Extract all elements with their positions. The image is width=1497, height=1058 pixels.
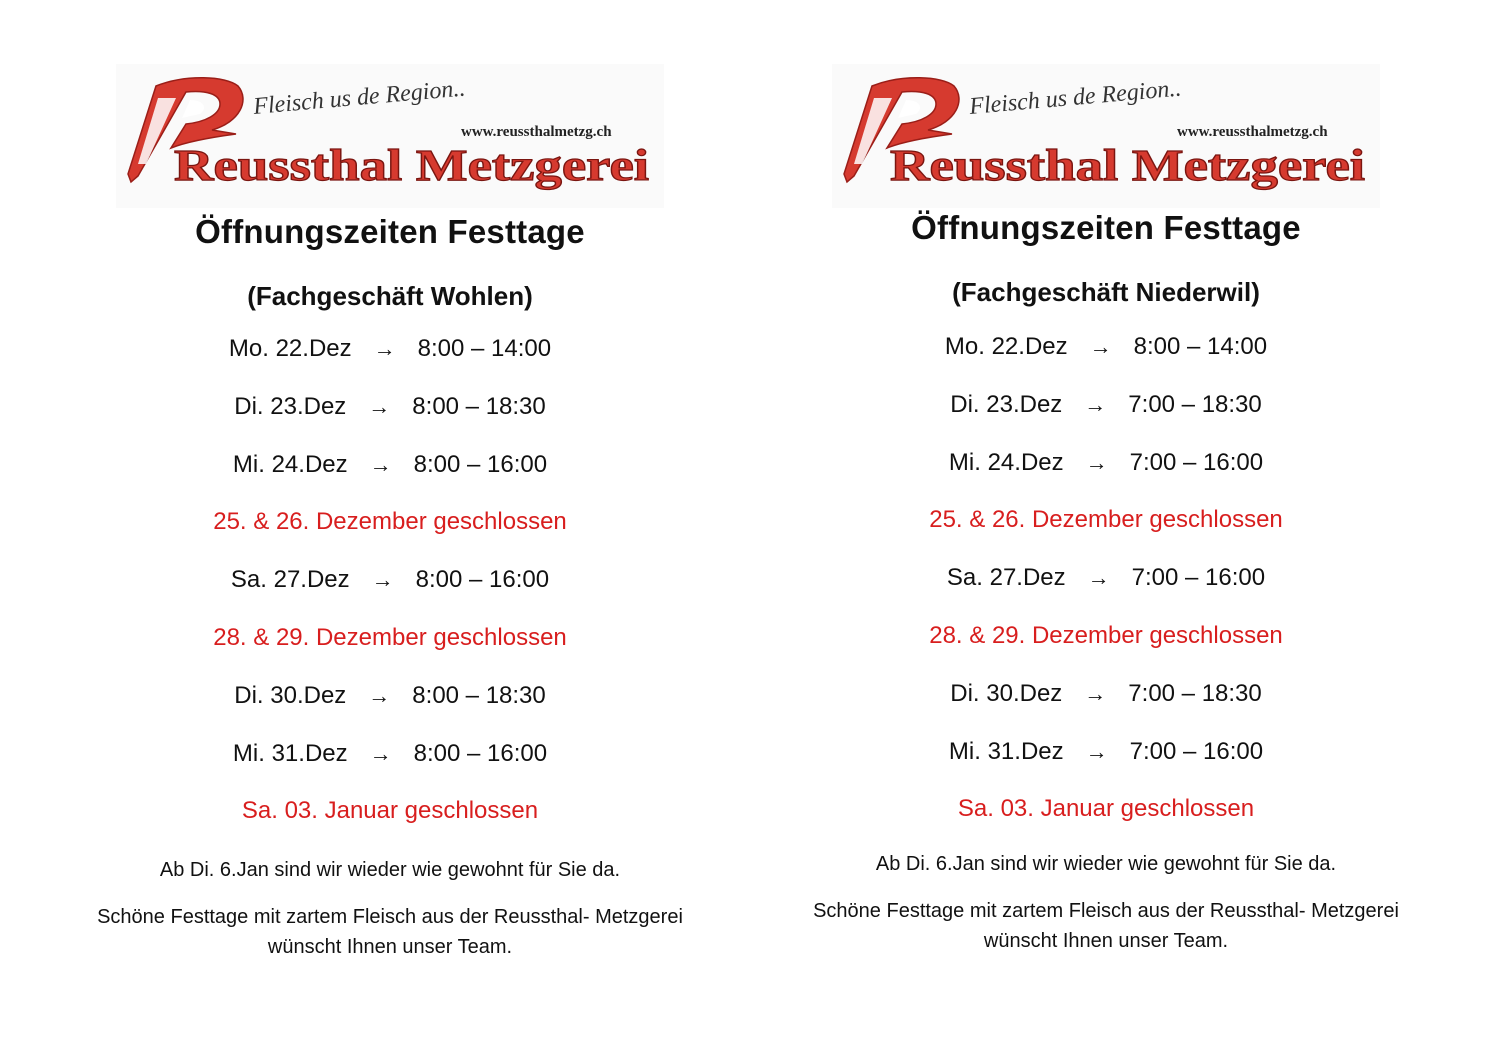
schedule-time: 7:00 – 16:00 <box>1129 448 1264 476</box>
flyer-wohlen <box>40 0 740 962</box>
schedule-day: Mi. 24.Dez <box>948 448 1064 476</box>
arrow-right-icon: → <box>1085 449 1108 475</box>
schedule-row <box>756 679 1456 737</box>
arrow-right-icon: → <box>1087 565 1110 591</box>
schedule-row <box>756 448 1456 506</box>
greeting-line-1: Schöne Festtage mit zartem Fleisch aus der Reussthal- Metzgerei <box>97 906 683 929</box>
page-title: Öffnungszeiten Festtage <box>911 209 1301 246</box>
greeting-line-2: wünscht Ihnen unser Team. <box>267 936 513 959</box>
schedule-day: Di. 30.Dez <box>950 679 1063 707</box>
arrow-right-icon: → <box>368 682 391 708</box>
schedule-row <box>40 334 740 392</box>
arrow-right-icon: → <box>1084 391 1107 417</box>
schedule-time: 8:00 – 14:00 <box>417 335 552 362</box>
schedule-day: Di. 30.Dez <box>234 681 347 709</box>
schedule-row <box>40 392 740 450</box>
logo-name: Reussthal Metzgerei <box>890 141 1365 190</box>
schedule-row <box>756 390 1456 448</box>
logo-url: www.reussthalmetzg.ch <box>1177 124 1328 140</box>
schedule-row <box>40 681 740 739</box>
schedule-time: 7:00 – 18:30 <box>1128 679 1262 707</box>
logo-slogan: Fleisch us de Region.. <box>968 75 1183 120</box>
arrow-right-icon: → <box>371 567 394 593</box>
arrow-right-icon: → <box>369 451 392 477</box>
shop-subtitle: (Fachgeschäft Wohlen) <box>247 281 533 311</box>
logo <box>116 64 664 208</box>
schedule-day: Mo. 22.Dez <box>944 333 1068 360</box>
schedule-row <box>756 332 1456 390</box>
schedule-time: 8:00 – 18:30 <box>412 392 546 420</box>
schedule-day: Mi. 31.Dez <box>948 737 1064 765</box>
schedule-day: Sa. 27.Dez <box>230 566 350 594</box>
arrow-right-icon: → <box>369 740 392 766</box>
schedule-time: 7:00 – 16:00 <box>1131 564 1266 592</box>
schedule-list <box>756 332 1456 852</box>
arrow-right-icon: → <box>368 393 391 419</box>
flyer-niederwil <box>756 0 1456 956</box>
closed-row: 25. & 26. Dezember geschlossen <box>213 508 567 536</box>
schedule-time: 8:00 – 16:00 <box>413 739 548 767</box>
schedule-time: 7:00 – 18:30 <box>1128 390 1262 418</box>
page-title: Öffnungszeiten Festtage <box>195 213 585 250</box>
greeting <box>756 896 1456 956</box>
logo-url: www.reussthalmetzg.ch <box>461 124 612 140</box>
schedule-row <box>40 739 740 797</box>
shop-subtitle: (Fachgeschäft Niederwil) <box>952 277 1260 307</box>
closed-row: 28. & 29. Dezember geschlossen <box>213 623 567 651</box>
greeting-line-2: wünscht Ihnen unser Team. <box>983 930 1229 953</box>
schedule-day: Mi. 31.Dez <box>232 739 348 767</box>
schedule-row <box>40 565 740 623</box>
schedule-row <box>756 737 1456 795</box>
schedule-day: Mo. 22.Dez <box>228 335 352 362</box>
schedule-list <box>40 334 740 854</box>
greeting <box>40 902 740 962</box>
closed-row: 28. & 29. Dezember geschlossen <box>929 621 1283 649</box>
schedule-day: Mi. 24.Dez <box>232 450 348 478</box>
schedule-time: 7:00 – 16:00 <box>1129 737 1264 765</box>
schedule-day: Sa. 27.Dez <box>946 564 1066 592</box>
schedule-time: 8:00 – 18:30 <box>412 681 546 709</box>
arrow-right-icon: → <box>1089 334 1112 359</box>
greeting-line-1: Schöne Festtage mit zartem Fleisch aus der Reussthal- Metzgerei <box>813 900 1399 923</box>
closed-row: Sa. 03. Januar geschlossen <box>957 795 1255 823</box>
schedule-time: 8:00 – 14:00 <box>1133 333 1268 360</box>
schedule-time: 8:00 – 16:00 <box>413 450 548 478</box>
closed-row: 25. & 26. Dezember geschlossen <box>929 506 1283 534</box>
closed-row: Sa. 03. Januar geschlossen <box>241 797 539 825</box>
arrow-right-icon: → <box>373 336 396 361</box>
schedule-row <box>40 450 740 508</box>
schedule-day: Di. 23.Dez <box>950 390 1063 418</box>
schedule-row <box>756 563 1456 621</box>
back-note: Ab Di. 6.Jan sind wir wieder wie gewohnt für Sie da. <box>159 859 621 882</box>
logo <box>832 64 1380 208</box>
schedule-time: 8:00 – 16:00 <box>415 566 550 594</box>
logo-slogan: Fleisch us de Region.. <box>252 75 467 120</box>
back-note: Ab Di. 6.Jan sind wir wieder wie gewohnt für Sie da. <box>875 853 1337 876</box>
arrow-right-icon: → <box>1084 680 1107 706</box>
arrow-right-icon: → <box>1085 738 1108 764</box>
logo-name: Reussthal Metzgerei <box>174 141 649 190</box>
schedule-day: Di. 23.Dez <box>234 392 347 420</box>
